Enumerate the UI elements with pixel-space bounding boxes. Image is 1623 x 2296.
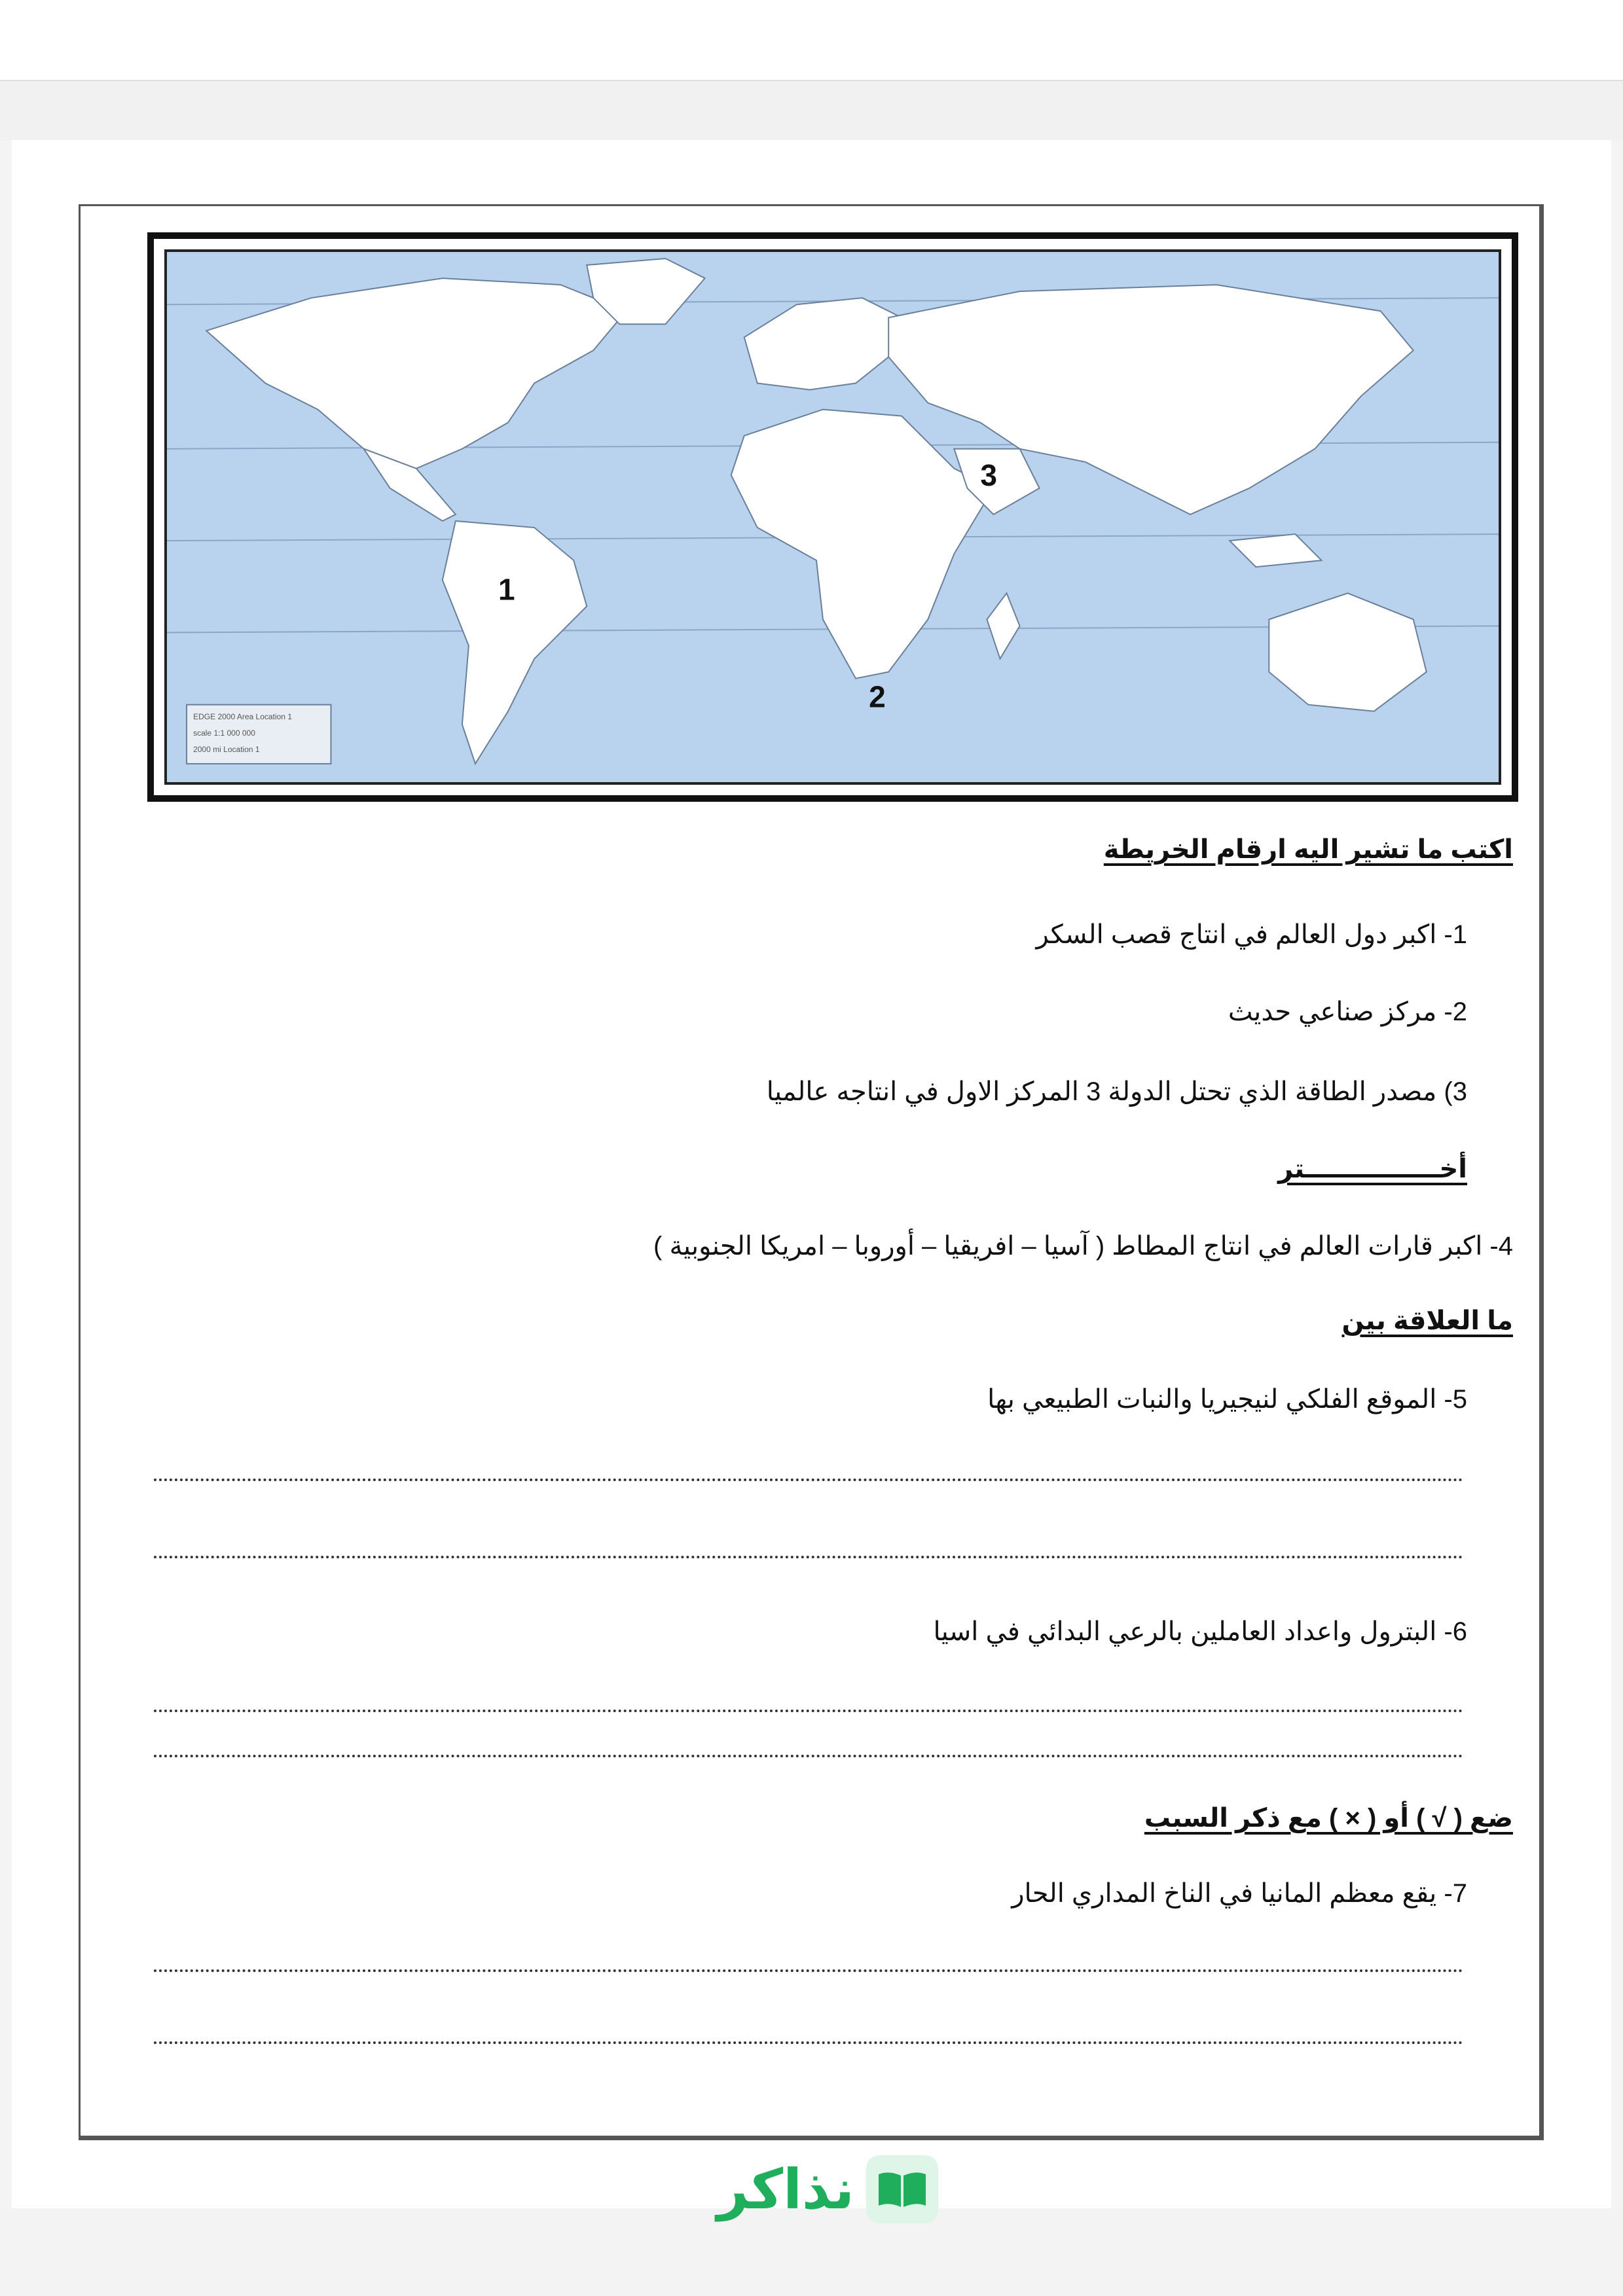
section-heading-map-numbers: اكتب ما تشير اليه ارقام الخريطة	[1103, 835, 1513, 864]
section-heading-choose: أخـــــــــــــــتر	[1278, 1155, 1467, 1183]
map-legend-line: 2000 mi Location 1	[193, 744, 260, 754]
brand-name: نذاكر	[717, 2157, 854, 2221]
answer-line[interactable]	[154, 1752, 1463, 1757]
map-marker-1: 1	[498, 572, 515, 607]
question-6: 6- البترول واعداد العاملين بالرعي البدائي في اسيا	[933, 1617, 1467, 1646]
top-bar	[0, 0, 1623, 81]
question-7: 7- يقع معظم المانيا في الناخ المداري الحار	[1012, 1879, 1467, 1908]
left-margin	[0, 140, 12, 2208]
question-2: 2- مركز صناعي حديث	[1228, 997, 1467, 1026]
world-map-frame	[147, 232, 1518, 802]
question-5: 5- الموقع الفلكي لنيجيريا والنبات الطبيعي بها	[987, 1385, 1467, 1414]
answer-line[interactable]	[154, 1707, 1463, 1712]
map-marker-2: 2	[869, 679, 886, 714]
question-1: 1- اكبر دول العالم في انتاج قصب السكر	[1036, 920, 1467, 949]
section-heading-relation: ما العلاقة بين	[1341, 1306, 1513, 1335]
answer-line[interactable]	[154, 2039, 1463, 2044]
question-3: 3) مصدر الطاقة الذي تحتل الدولة 3 المركز الاول في انتاجه عالميا	[766, 1077, 1467, 1106]
answer-line[interactable]	[154, 1553, 1463, 1558]
right-margin	[1611, 140, 1623, 2208]
map-marker-3: 3	[980, 457, 998, 492]
worksheet-page	[79, 204, 1544, 2140]
question-4: 4- اكبر قارات العالم في انتاج المطاط ( آسيا – افريقيا – أوروبا – امريكا الجنوبية )	[653, 1232, 1513, 1261]
map-legend-line: EDGE 2000 Area Location 1	[193, 711, 293, 721]
section-heading-true-false: ضع ( √ ) أو ( × ) مع ذكر السبب	[1144, 1804, 1513, 1833]
answer-line[interactable]	[154, 1967, 1463, 1972]
header-gray-band	[0, 81, 1623, 140]
answer-line[interactable]	[154, 1476, 1463, 1481]
world-map	[164, 249, 1501, 785]
brand-logo	[710, 2153, 945, 2225]
world-map-svg	[167, 252, 1499, 782]
open-book-icon	[866, 2155, 938, 2223]
map-legend-line: scale 1:1 000 000	[193, 728, 255, 738]
